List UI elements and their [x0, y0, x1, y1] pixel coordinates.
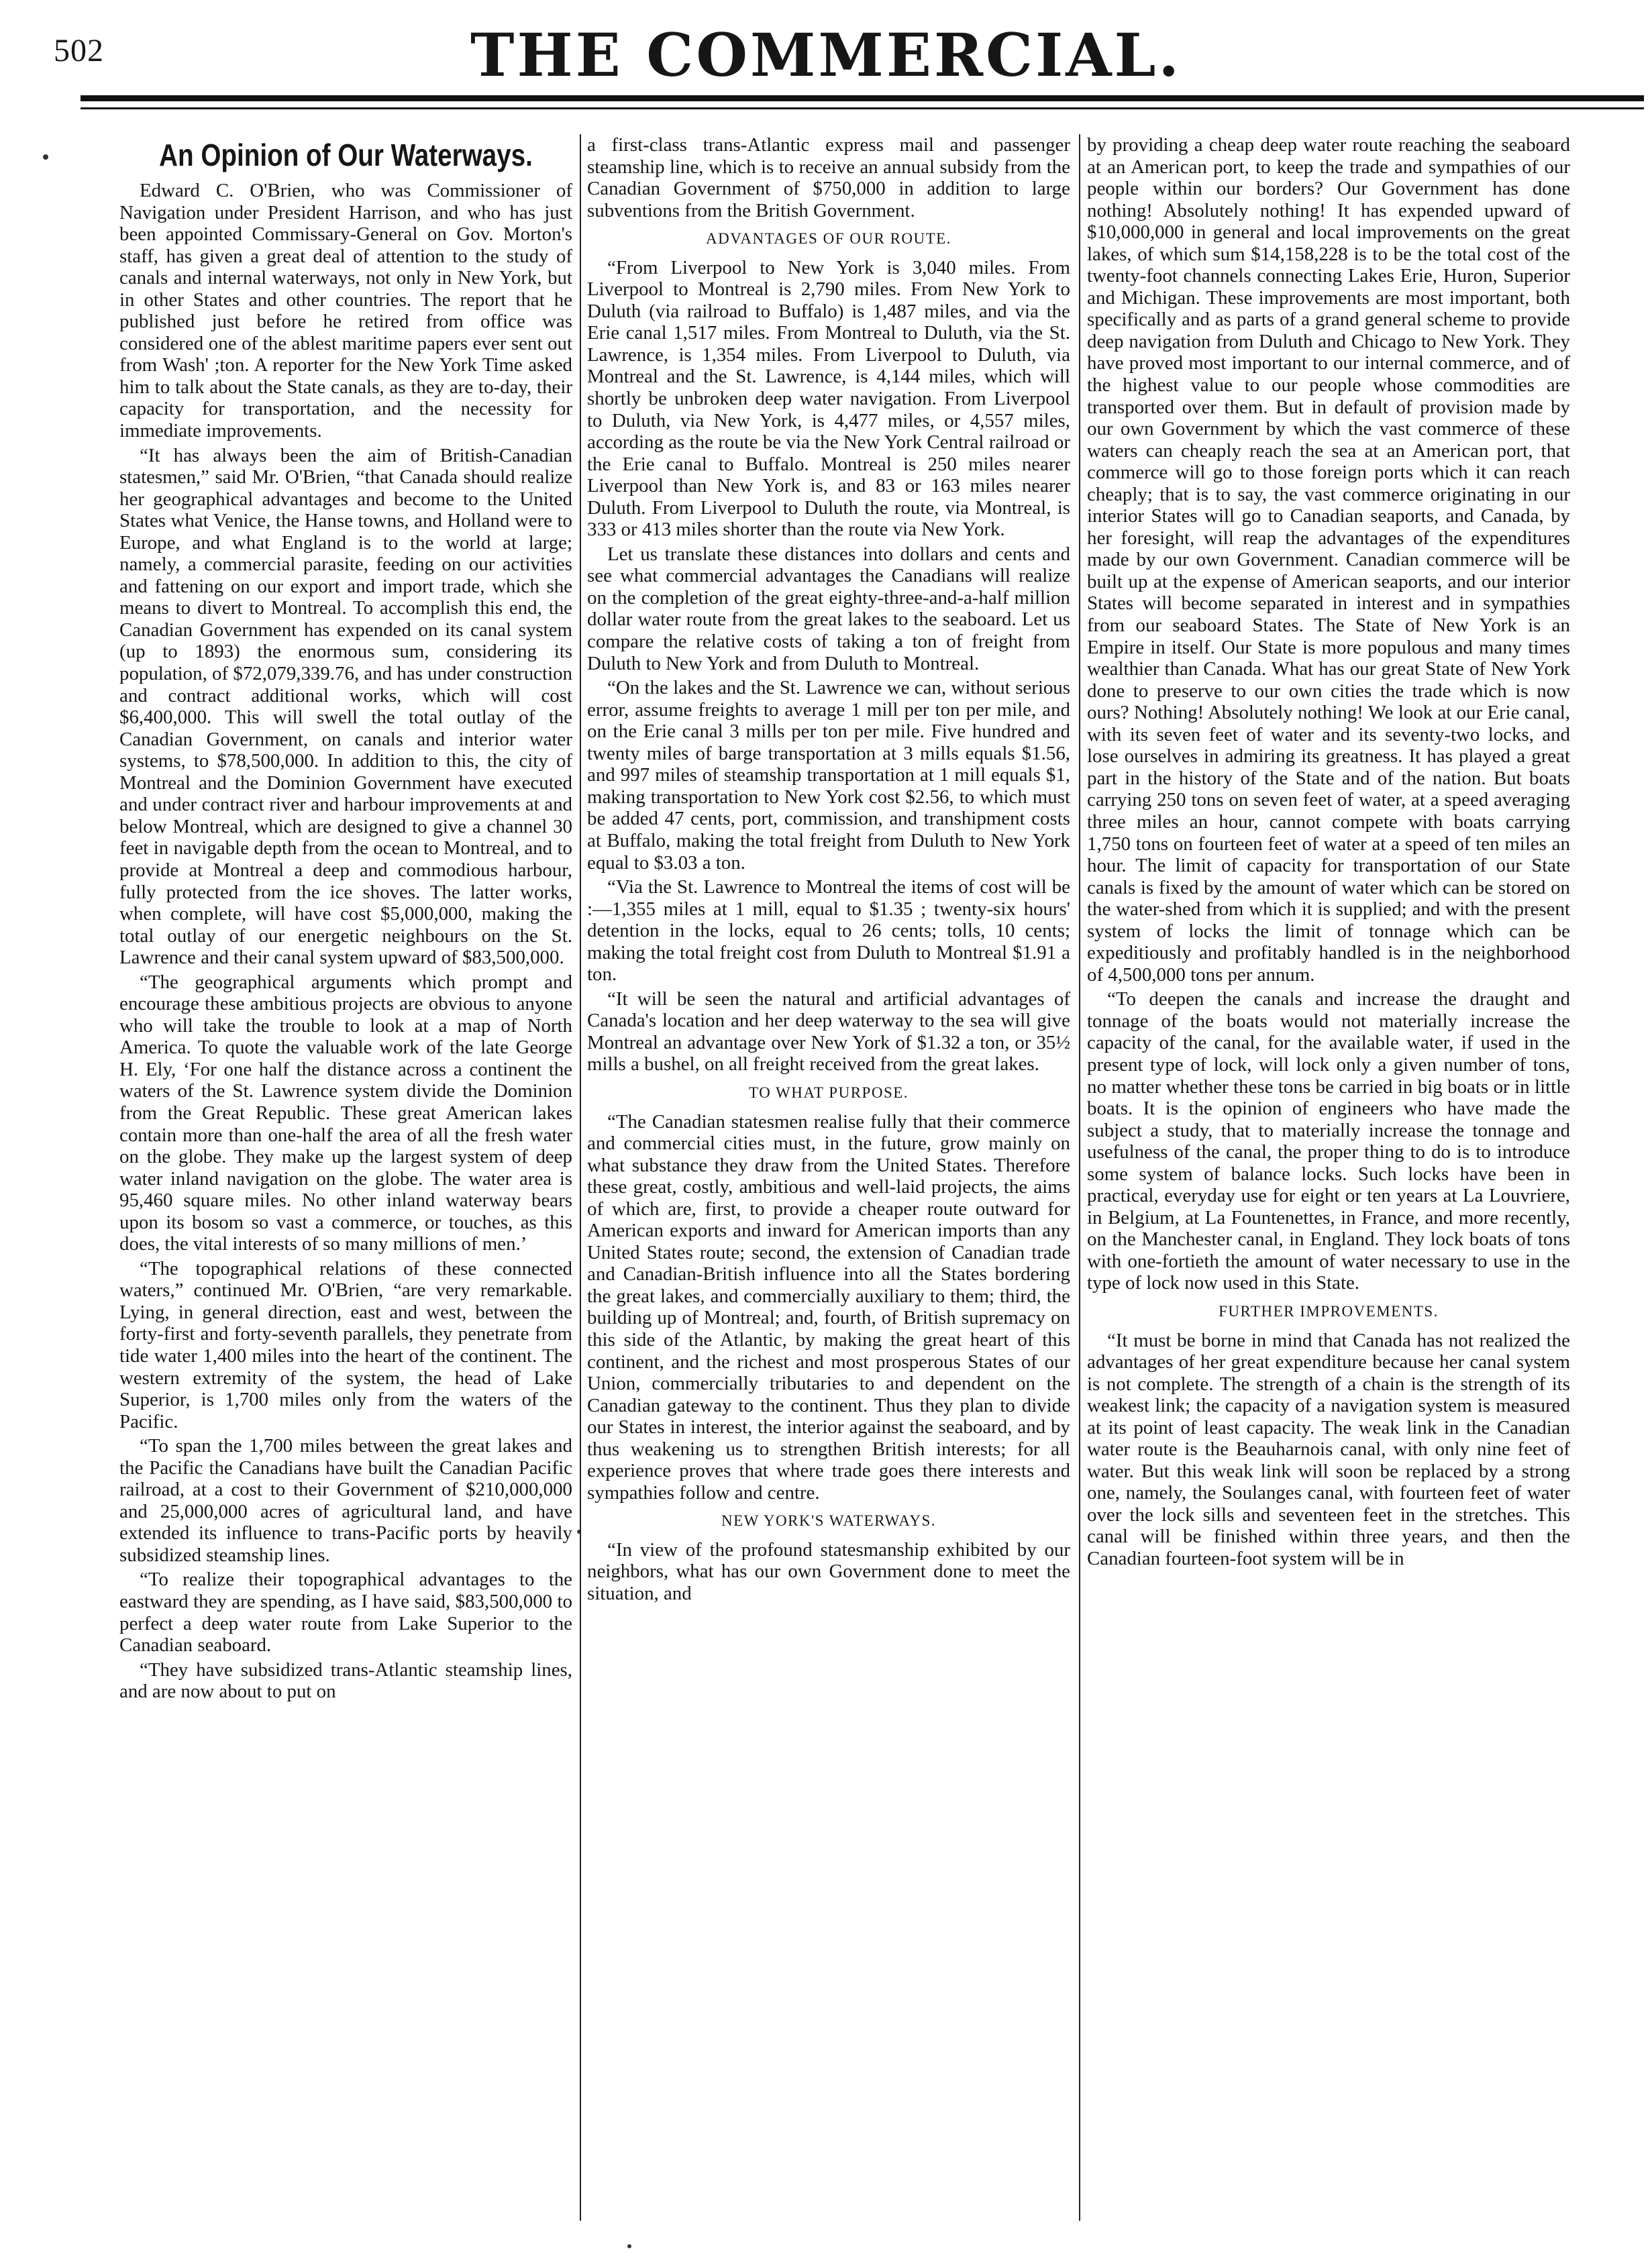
column-rule [580, 134, 581, 2221]
newspaper-title: THE COMMERCIAL. [470, 20, 1182, 90]
article-paragraph: “In view of the profound statesmanship exhibited by our neighbors, what has our own Government done to meet the situation, and [587, 1538, 1070, 1604]
masthead-rule-thin [81, 107, 1644, 109]
article-paragraph: “They have subsidized trans-Atlantic steamship lines, and are now about to put on [119, 1659, 572, 1703]
page-number: 502 [54, 33, 104, 68]
masthead-rule-thick [81, 95, 1644, 101]
article-paragraph: “The topographical relations of these connected waters,” continued Mr. O'Brien, “are very remarkable. Lying, in general direction, east and west, between the forty-first and forty-seventh parallels, they penetrate from tide water 1,400 miles into the heart of the continent. The western extremity of the system, the head of Lake Superior, is 1,700 miles only from the waters of the Pacific. [119, 1257, 572, 1432]
article-column-2 [587, 134, 1070, 2234]
section-subhead: FURTHER IMPROVEMENTS. [1219, 1302, 1439, 1320]
article-paragraph: Let us translate these distances into dollars and cents and see what commercial advantages the Canadians will realize on the completion of the great eighty-three-and-a-half million dollar water route from the great lakes to the seaboard. Let us compare the relative costs of taking a ton of freight from Duluth to New York and from Duluth to Montreal. [587, 543, 1070, 674]
margin-speck [627, 2244, 631, 2248]
masthead [0, 0, 1652, 107]
margin-speck [43, 154, 48, 160]
article-paragraph: “On the lakes and the St. Lawrence we can, without serious error, assume freights to average 1 mill per ton per mile, and on the Erie canal 3 mills per ton per mile. Five hundred and twenty miles of barge transportation at 3 mills equals $1.56, and 997 miles of steamship transportation at 1 mill equals $1, making transportation to New York cost $2.56, to which must be added 47 cents, port, commission, and transhipment costs at Buffalo, making the total freight from Duluth to New York equal to $3.03 a ton. [587, 677, 1070, 874]
article-paragraph: “It has always been the aim of British-Canadian statesmen,” said Mr. O'Brien, “that Canada should realize her geographical advantages and become to the United States what Venice, the Hanse towns, and Holland were to Europe, and what England is to the world at large; namely, a commercial parasite, feeding on our activities and fattening on our export and import trade, which she means to divert to Montreal. To accomplish this end, the Canadian Government has expended on its canal system (up to 1893) the enormous sum, considering its population, of $72,079,339.76, and has under construction and contract additional works, which will cost $6,400,000. This will swell the total outlay of the Canadian Government, on canals and interior water systems, to $78,500,000. In addition to this, the city of Montreal and the Dominion Government have executed and under contract river and harbour improvements at and below Montreal, which are designed to give a channel 30 feet in navigable depth from the ocean to Montreal, and to provide at Montreal a deep and commodious harbour, fully protected from the ice shoves. The latter works, when complete, will have cost $5,000,000, making the total outlay of our energetic neighbours on the St. Lawrence and their canal system upward of $83,500,000. [119, 444, 572, 969]
section-subhead: TO WHAT PURPOSE. [748, 1084, 909, 1101]
article-column-1 [119, 134, 572, 2234]
article-paragraph: “From Liverpool to New York is 3,040 miles. From Liverpool to Montreal is 2,790 miles. From New York to Duluth (via railroad to Buffalo) is 1,487 miles, and via the Erie canal 1,517 miles. From Montreal to Duluth, via the St. Lawrence, is 1,354 miles. From Liverpool to Duluth, via Montreal and the St. Lawrence, is 4,144 miles, which will shortly be unbroken deep water navigation. From Liverpool to Duluth, via New York, is 4,477 miles, or 4,557 miles, according as the route be via the New York Central railroad or the Erie canal to Buffalo. Montreal is 250 miles nearer Liverpool than New York is, and 83 or 163 miles nearer Duluth. From Liverpool to Duluth the route, via Montreal, is 333 or 413 miles shorter than the route via New York. [587, 256, 1070, 541]
article-paragraph: a first-class trans-Atlantic express mail and passenger steamship line, which is to receive an annual subsidy from the Canadian Government of $750,000 in addition to large subventions from the British Government. [587, 134, 1070, 221]
section-subhead: NEW YORK'S WATERWAYS. [721, 1512, 936, 1530]
section-subhead: ADVANTAGES OF OUR ROUTE. [706, 230, 951, 248]
article-paragraph: by providing a cheap deep water route reaching the seaboard at an American port, to keep the trade and sympathies of our people within our borders? Our Government has done nothing! Absolutely nothing! It has expended upward of $10,000,000 in general and local improvements on the great lakes, of which sum $14,158,228 is to be the total cost of the twenty-foot channels connecting Lakes Erie, Huron, Superior and Michigan. These improvements are most important, both specifically and as parts of a grand general scheme to provide deep navigation from Duluth and Chicago to New York. They have proved most important to our internal commerce, and of the highest value to our people whose commodities are transported over them. But in default of provision made by our own Government by which the vast commerce of these waters can cheaply reach the sea at an American port, that commerce will go to those foreign ports which it can reach cheaply; that is to say, the vast commerce originating in our interior States will go to Canadian seaports, and Canada, by her foresight, will reap the advantages of the expenditures made by our own Government. Canadian commerce will be built up at the expense of American seaports, and our interior States will become separated in interest and in sympathies from our seaboard States. The State of New York is an Empire in itself. Our State is more populous and many times wealthier than Canada. What has our great State of New York done to preserve to our own cities the trade which is now ours? Nothing! Absolutely nothing! We look at our Erie canal, with its seven feet of water and its seventy-two locks, and lose ourselves in admiring its greatness. It has played a great part in the history of the State and of the nation. But boats carrying 250 tons on seven feet of water, at a speed averaging three miles an hour, cannot compete with boats carrying 1,750 tons on fourteen feet of water at a speed of ten miles an hour. The limit of capacity for transportation of our State canals is fixed by the amount of water which can be stored on the water-shed from which it is supplied; and with the present system of locks the limit of tonnage which can be expeditiously and profitably handled is in the neighborhood of 4,500,000 tons per annum. [1087, 134, 1570, 986]
article-headline: An Opinion of Our Waterways. [159, 138, 533, 172]
article-paragraph: “The Canadian statesmen realise fully that their commerce and commercial cities must, in the future, grow mainly on what substance they draw from the United States. Therefore these great, costly, ambitious and well-laid projects, the aims of which are, first, to provide a cheaper route outward for American exports and inward for American imports than any United States route; second, the extension of Canadian trade and Canadian-British influence into all the States bordering the great lakes, and commercially auxiliary to them; third, the building up of Montreal; and, fourth, of British supremacy on this side of the Atlantic, by making the great heart of this continent, and the richest and most prosperous States of our Union, commercially tributaries to and dependent on the Canadian gateway to the continent. Thus they plan to divide our States in interest, the interior against the seaboard, and by thus weakening us to strengthen British interests; for all experience proves that where trade goes there interests and sympathies follow and centre. [587, 1110, 1070, 1504]
article-column-3 [1087, 134, 1570, 2234]
column-rule [1079, 134, 1080, 2221]
article-paragraph: “To deepen the canals and increase the draught and tonnage of the boats would not materially increase the capacity of the canal, for the available water, if used in the present type of lock, will lock only a given number of tons, no matter whether these tons be carried in big boats or in little boats. It is the opinion of engineers who have made the subject a study, that to materially increase the tonnage and usefulness of the canal, the proper thing to do is to introduce some system of balance locks. Such locks have been in practical, everyday use for eight or ten years at La Louvriere, in Belgium, at La Fountenettes, in France, and more recently, on the Manchester canal, in England. They lock boats of tons with one-fortieth the amount of water necessary to use in the type of lock now used in this State. [1087, 988, 1570, 1294]
article-paragraph: “Via the St. Lawrence to Montreal the items of cost will be :—1,355 miles at 1 mill, equal to $1.35 ; twenty-six hours' detention in the locks, equal to 26 cents; tolls, 10 cents; making the total freight cost from Duluth to Montreal $1.91 a ton. [587, 876, 1070, 986]
article-paragraph: “To realize their topographical advantages to the eastward they are spending, as I have said, $83,500,000 to perfect a deep water route from Lake Superior to the Canadian seaboard. [119, 1569, 572, 1657]
article-paragraph: Edward C. O'Brien, who was Commissioner of Navigation under President Harrison, and who has just been appointed Commissary-General on Gov. Morton's staff, has given a great deal of attention to the study of canals and internal waterways, not only in New York, but in other States and other countries. The report that he published just before he retired from office was considered one of the ablest maritime papers ever sent out from Wash' ;ton. A reporter for the New York Time asked him to talk about the State canals, as they are to-day, their capacity for transportation, and the necessity for immediate improvements. [119, 180, 572, 442]
article-paragraph: “It must be borne in mind that Canada has not realized the advantages of her great expenditure because her canal system is not complete. The strength of a chain is the strength of its weakest link; the capacity of a navigation system is measured at its point of least capacity. The weak link in the Canadian water route is the Beauharnois canal, with only nine feet of water. But this weak link will soon be replaced by a strong one, namely, the Soulanges canal, with fourteen feet of water over the lock sills and seventeen feet in the stretches. This canal will be finished within three years, and then the Canadian fourteen-foot system will be in [1087, 1329, 1570, 1569]
article-paragraph: “To span the 1,700 miles between the great lakes and the Pacific the Canadians have built the Canadian Pacific railroad, at a cost to their Government of $210,000,000 and 25,000,000 acres of agricultural land, and have extended its influence to trans-Pacific ports by heavily subsidized steamship lines. [119, 1435, 572, 1566]
article-paragraph: “The geographical arguments which prompt and encourage these ambitious projects are obvious to anyone who will take the trouble to look at a map of North America. To quote the valuable work of the late George H. Ely, ‘For one half the distance across a continent the waters of the St. Lawrence system divide the Dominion from the Great Republic. These great American lakes contain more than one-half the area of all the fresh water on the globe. They make up the largest system of deep water inland navigation on the globe. The water area is 95,460 square miles. No other inland waterway bears upon its bosom so vast a commerce, or touches, as this does, the vital interests of so many millions of men.’ [119, 971, 572, 1255]
article-paragraph: “It will be seen the natural and artificial advantages of Canada's location and her deep waterway to the sea will give Montreal an advantage over New York of $1.32 a ton, or 35½ mills a bushel, on all freight received from the great lakes. [587, 988, 1070, 1075]
